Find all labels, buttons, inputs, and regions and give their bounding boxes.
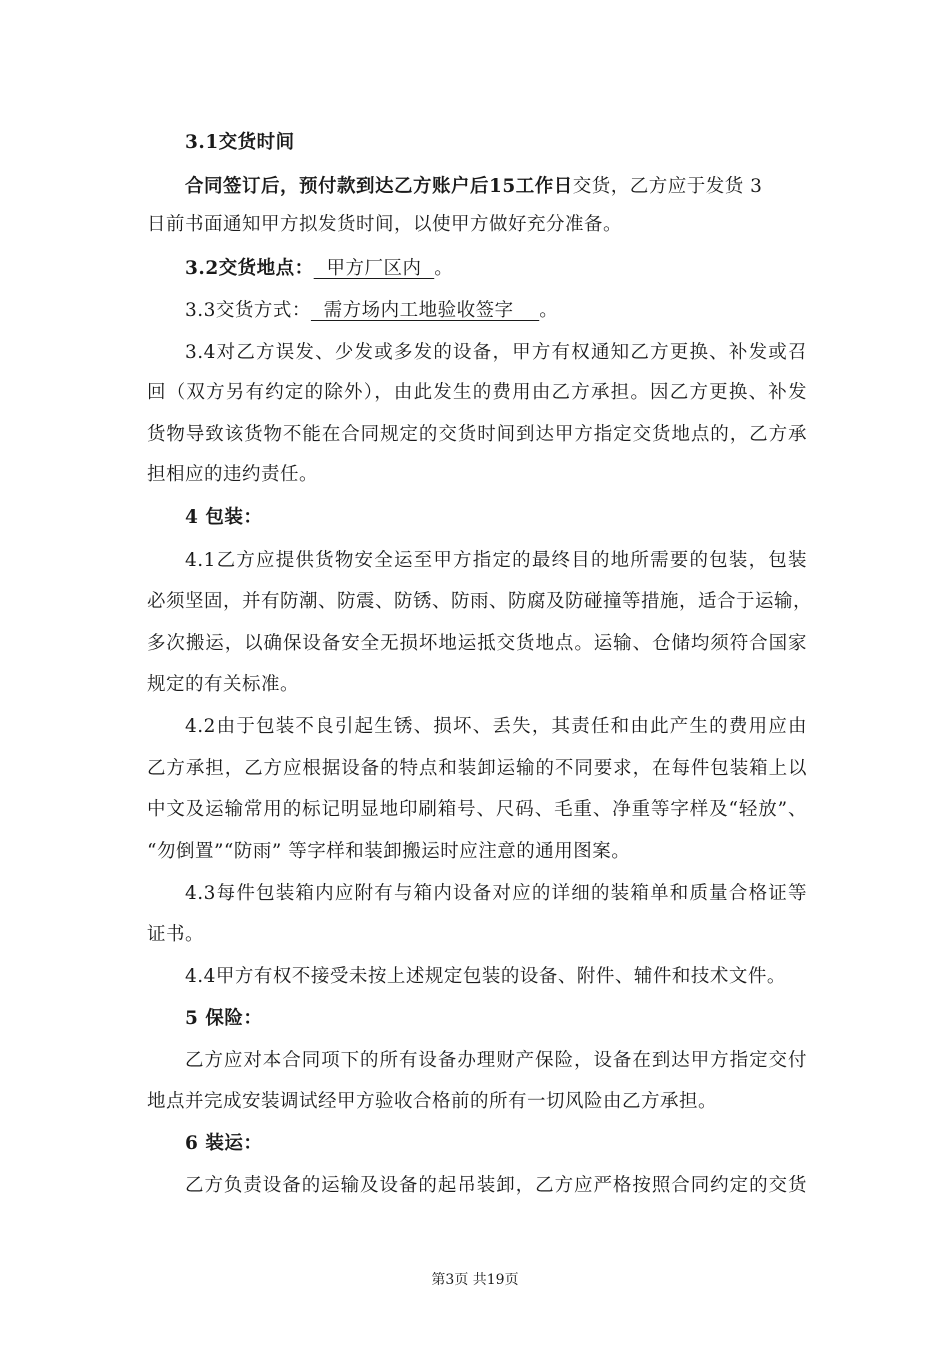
- delivery-method-label: 3.3交货方式：: [185, 300, 311, 321]
- section-3-1-line-2: 日前书面通知甲方拟发货时间，以使甲方做好充分准备。: [147, 214, 623, 235]
- section-4-1-line-4: 规定的有关标准。: [147, 674, 300, 695]
- section-3-3: [185, 299, 807, 323]
- section-4-heading: 4 包装：: [185, 507, 263, 528]
- delivery-location-tail: 。: [434, 258, 454, 279]
- section-6-line-1: 乙方负责设备的运输及设备的起吊装卸，乙方应严格按照合同约定的交货: [185, 1175, 807, 1196]
- delivery-method-tail: 。: [539, 300, 559, 321]
- section-4-2-line-3: 中文及运输常用的标记明显地印刷箱号、尺码、毛重、净重等字样及“轻放”、: [147, 799, 807, 820]
- section-6-heading: 6 装运：: [185, 1133, 263, 1154]
- delivery-location-value: 甲方厂区内: [313, 258, 435, 279]
- section-4-2-line-2: 乙方承担，乙方应根据设备的特点和装卸运输的不同要求，在每件包装箱上以: [147, 758, 807, 779]
- section-4-1-line-1: 4.1乙方应提供货物安全运至甲方指定的最终目的地所需要的包装，包装: [185, 550, 807, 571]
- section-3-4-line-1: 3.4对乙方误发、少发或多发的设备，甲方有权通知乙方更换、补发或召: [185, 342, 807, 363]
- section-3-4-line-2: 回（双方另有约定的除外），由此发生的费用由乙方承担。因乙方更换、补发: [147, 382, 807, 403]
- section-3-1-bold-text: 合同签订后，预付款到达乙方账户后15工作日: [185, 176, 573, 197]
- section-3-4-line-4: 担相应的违约责任。: [147, 464, 319, 485]
- section-5-line-2: 地点并完成安装调试经甲方验收合格前的所有一切风险由乙方承担。: [147, 1091, 718, 1112]
- section-3-2: [185, 257, 807, 281]
- section-4-1-line-3: 多次搬运，以确保设备安全无损坏地运抵交货地点。运输、仓储均须符合国家: [147, 633, 807, 654]
- section-4-3-line-1: 4.3每件包装箱内应附有与箱内设备对应的详细的装箱单和质量合格证等: [185, 883, 807, 904]
- section-5-heading: 5 保险：: [185, 1008, 263, 1029]
- section-3-1-text: 交货，乙方应于发货 3: [572, 176, 763, 197]
- section-4-2-line-1: 4.2由于包装不良引起生锈、损坏、丢失，其责任和由此产生的费用应由: [185, 716, 807, 737]
- section-3-1-heading: 3.1交货时间: [185, 132, 295, 153]
- section-4-1-line-2: 必须坚固，并有防潮、防震、防锈、防雨、防腐及防碰撞等措施，适合于运输，: [147, 591, 813, 612]
- delivery-method-value: 需方场内工地验收签字: [310, 300, 540, 321]
- section-4-2-line-4: “勿倒置”“防雨” 等字样和装卸搬运时应注意的通用图案。: [147, 841, 631, 862]
- section-4-4: 4.4甲方有权不接受未按上述规定包装的设备、附件、辅件和技术文件。: [185, 966, 786, 987]
- section-3-1-line-1: [185, 175, 807, 199]
- page-number-footer: 第3页 共19页: [431, 1272, 519, 1288]
- section-4-3-line-2: 证书。: [147, 924, 205, 945]
- section-3-4-line-3: 货物导致该货物不能在合同规定的交货时间到达甲方指定交货地点的，乙方承: [147, 424, 807, 445]
- delivery-location-label: 3.2交货地点：: [185, 258, 314, 279]
- section-5-line-1: 乙方应对本合同项下的所有设备办理财产保险，设备在到达甲方指定交付: [185, 1050, 807, 1071]
